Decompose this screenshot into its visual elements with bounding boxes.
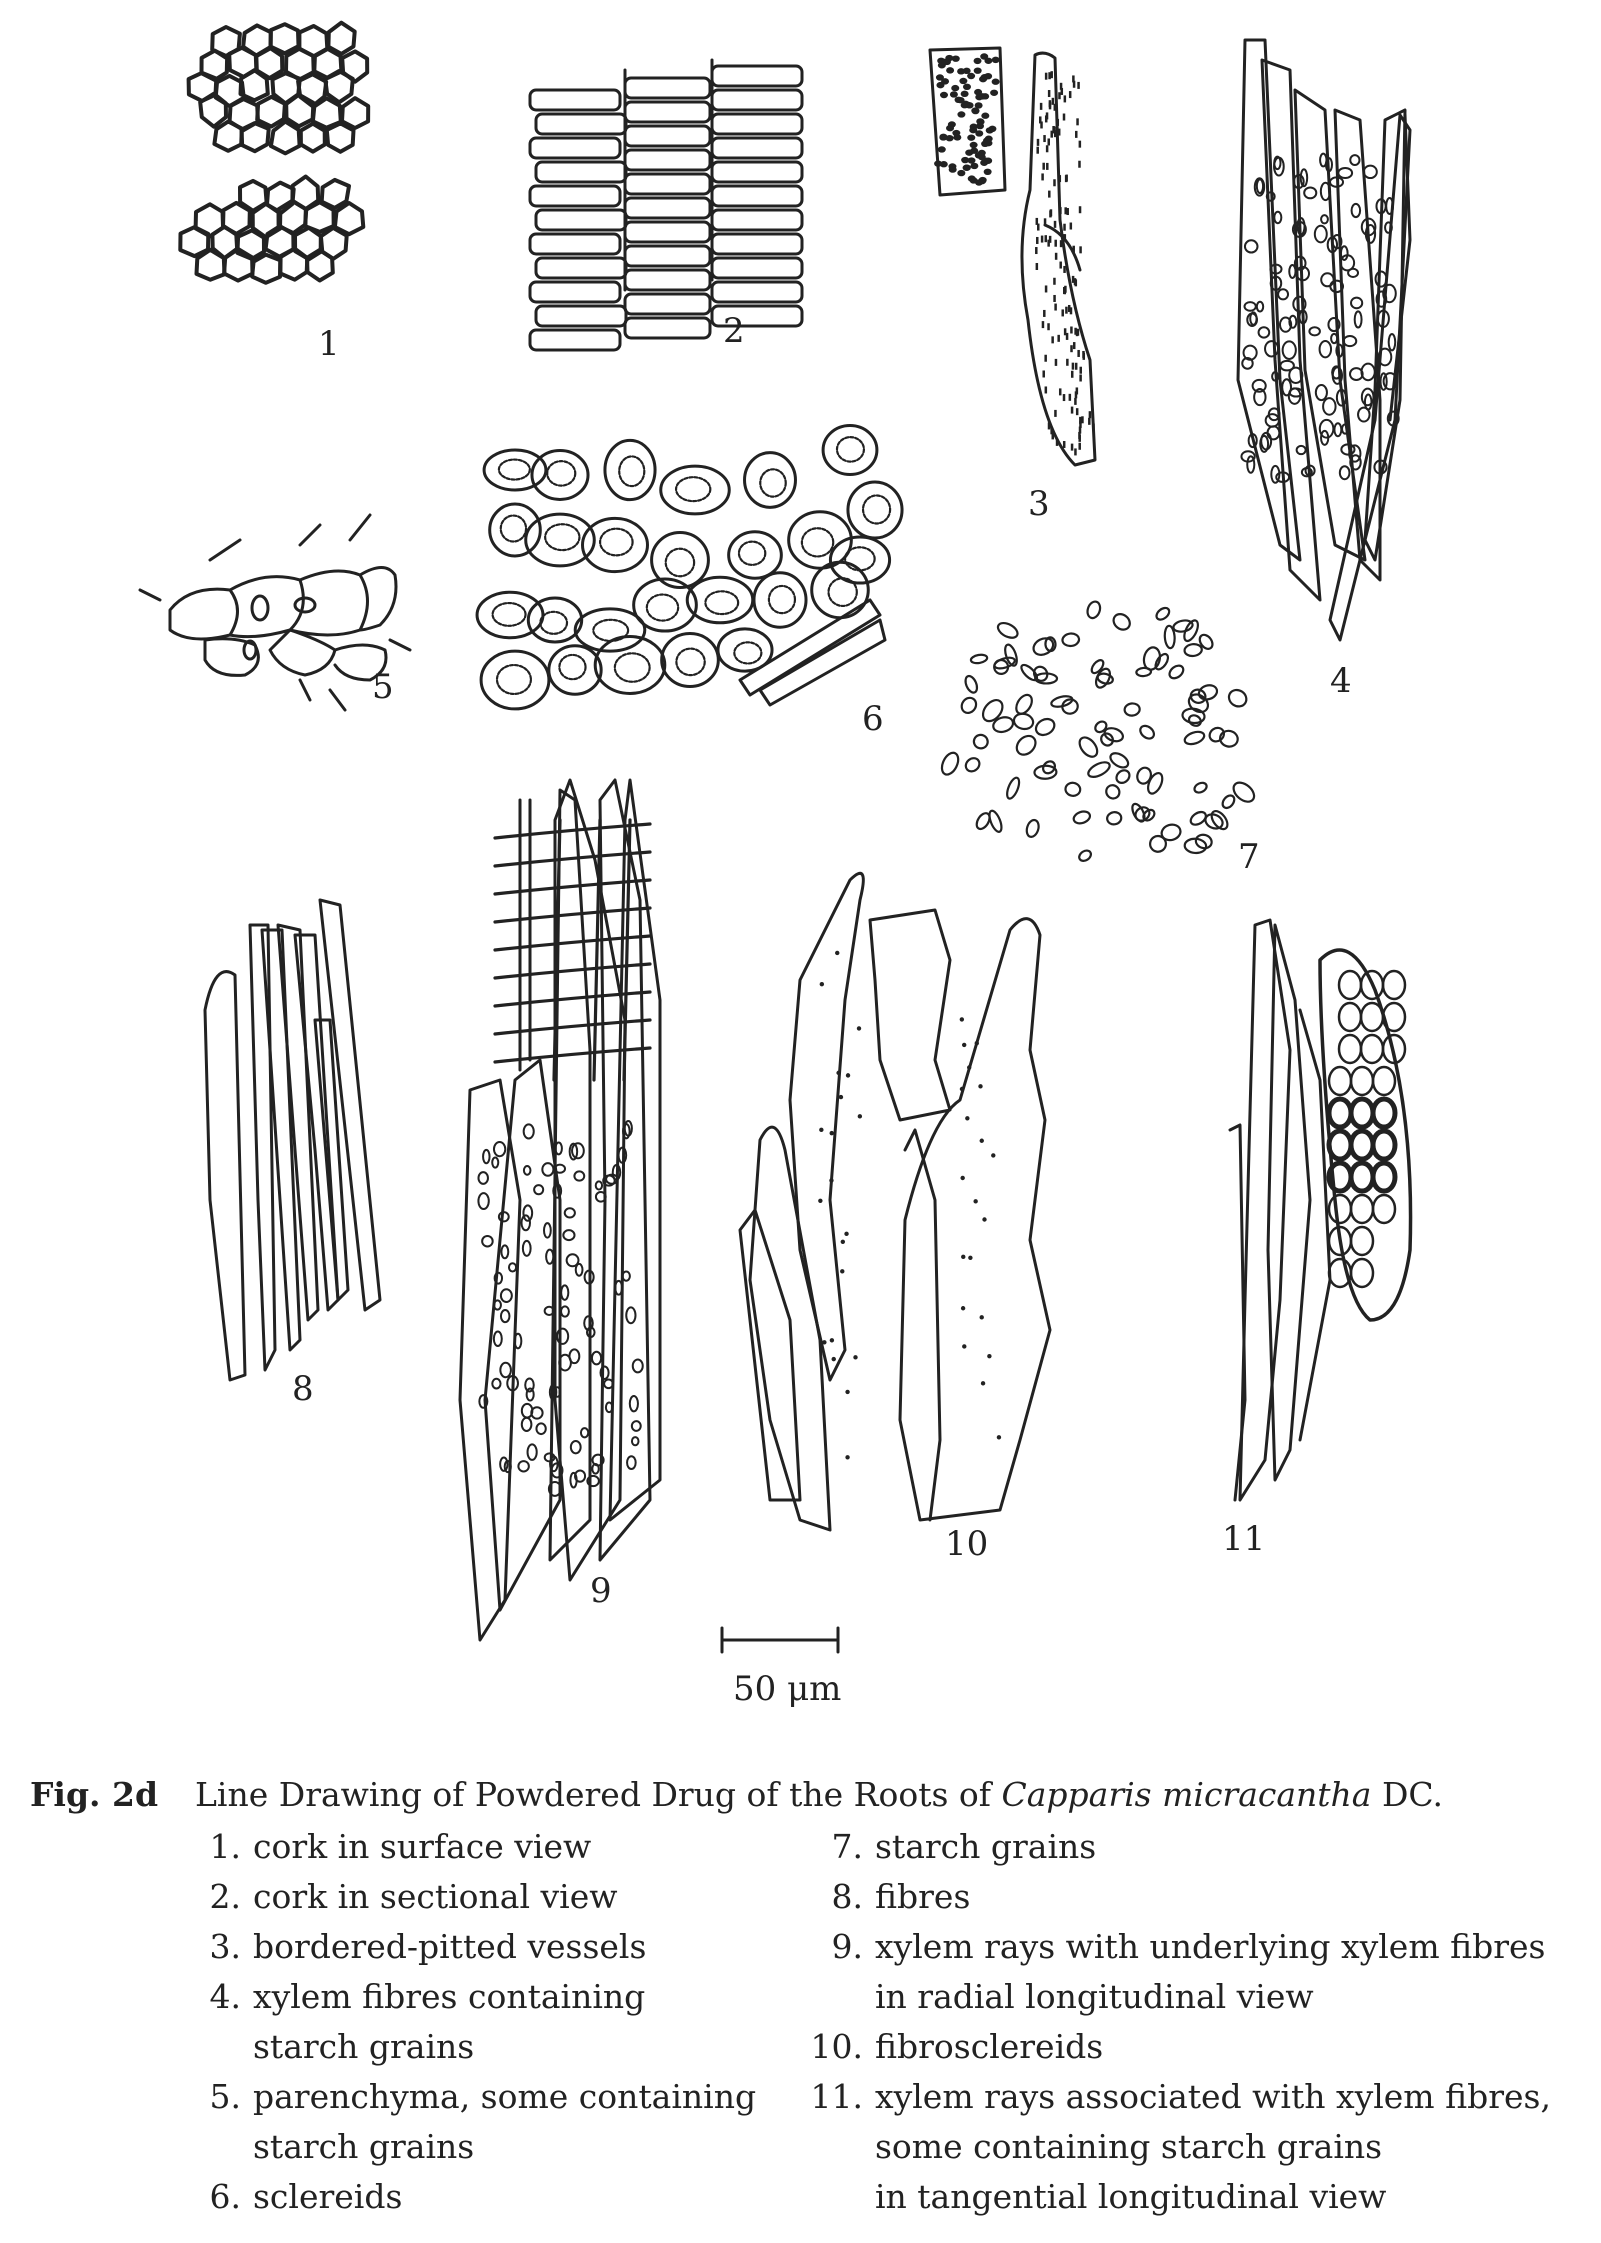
panel-number-10: 10 [945, 1524, 989, 1564]
caption-legend [195, 1822, 1570, 2222]
panel-number-8: 8 [292, 1369, 314, 1409]
legend-item-line: starch grains [253, 2127, 475, 2166]
panel-number-1: 1 [318, 324, 340, 364]
legend-column-left [195, 1822, 795, 2222]
panel-number-9: 9 [590, 1571, 612, 1611]
scale-bar [722, 1628, 838, 1652]
legend-item [805, 1822, 1565, 1872]
panel-4-xylem-fibres [1238, 40, 1410, 640]
legend-item-line: fibrosclereids [875, 2027, 1104, 2066]
legend-item-number: 7. [831, 1827, 863, 1866]
legend-item-number: 10. [810, 2027, 863, 2066]
panel-3-vessels [930, 48, 1095, 465]
panel-7-starch-grains [939, 600, 1258, 863]
legend-item-number: 11. [810, 2077, 863, 2116]
scale-bar-label: 50 μm [733, 1669, 842, 1709]
panel-number-2: 2 [723, 311, 745, 351]
legend-item-line: xylem rays associated with xylem fibres, [875, 2077, 1551, 2116]
legend-item-line: bordered-pitted vessels [253, 1927, 647, 1966]
legend-item-line: in radial longitudinal view [875, 1977, 1314, 2016]
panel-number-4: 4 [1330, 661, 1352, 701]
panel-9-xylem-rays [460, 780, 660, 1640]
legend-item-number: 8. [831, 1877, 863, 1916]
legend-item [195, 2172, 795, 2222]
legend-item-line: xylem rays with underlying xylem fibres [875, 1927, 1546, 1966]
legend-item-line: starch grains [875, 1827, 1097, 1866]
panel-11-xylem-rays-tangential [1230, 920, 1411, 1500]
legend-item-line: sclereids [253, 2177, 403, 2216]
legend-item-text [875, 1872, 1565, 1922]
legend-item-text [253, 1922, 795, 1972]
panel-numbers [292, 311, 1352, 1709]
figure-caption [30, 1770, 1570, 2222]
legend-item-text [875, 2072, 1565, 2222]
legend-item-number: 2. [209, 1877, 241, 1916]
legend-item-number: 5. [209, 2077, 241, 2116]
legend-item [195, 1822, 795, 1872]
legend-item-line: xylem fibres containing [253, 1977, 646, 2016]
panel-number-11: 11 [1222, 1519, 1266, 1559]
legend-item-text [875, 1922, 1565, 2022]
legend-item-text [253, 1972, 795, 2072]
legend-item-line: parenchyma, some containing [253, 2077, 757, 2116]
legend-column-right [805, 1822, 1565, 2222]
legend-item [805, 1872, 1565, 1922]
legend-item [805, 2072, 1565, 2222]
panel-8-fibres [205, 900, 380, 1380]
legend-item-text [253, 1822, 795, 1872]
figure-label: Fig. 2d [30, 1775, 159, 1814]
panel-5-parenchyma [140, 515, 410, 710]
legend-item-text [253, 1872, 795, 1922]
legend-item [195, 2072, 795, 2172]
panel-number-5: 5 [372, 667, 394, 707]
legend-item-line: fibres [875, 1877, 971, 1916]
legend-item-number: 3. [209, 1927, 241, 1966]
legend-item-text [875, 1822, 1565, 1872]
legend-item [195, 1872, 795, 1922]
caption-title: Line Drawing of Powdered Drug of the Roots of Capparis micracantha DC. [195, 1775, 1443, 1814]
panel-2-cork-section [530, 60, 802, 350]
panel-number-6: 6 [862, 699, 884, 739]
legend-item-text [253, 2072, 795, 2172]
legend-item [195, 1922, 795, 1972]
legend-item-text [253, 2172, 795, 2222]
panel-1-cork-surface [180, 23, 368, 283]
caption-heading [30, 1770, 1570, 1820]
legend-item-line: in tangential longitudinal view [875, 2177, 1387, 2216]
legend-item-line: cork in sectional view [253, 1877, 618, 1916]
species-name: Capparis micracantha [1001, 1775, 1372, 1814]
legend-item-number: 4. [209, 1977, 241, 2016]
panel-10-fibrosclereids [740, 873, 1050, 1530]
legend-item-line: some containing starch grains [875, 2127, 1383, 2166]
panel-number-7: 7 [1238, 837, 1260, 877]
legend-item-line: starch grains [253, 2027, 475, 2066]
legend-item-text [875, 2022, 1565, 2072]
legend-item [195, 1972, 795, 2072]
panel-number-3: 3 [1028, 484, 1050, 524]
legend-item-line: cork in surface view [253, 1827, 592, 1866]
legend-item-number: 9. [831, 1927, 863, 1966]
legend-item [805, 1922, 1565, 2022]
legend-item-number: 6. [209, 2177, 241, 2216]
legend-item-number: 1. [209, 1827, 241, 1866]
legend-item [805, 2022, 1565, 2072]
panel-6-sclereids [477, 426, 902, 709]
